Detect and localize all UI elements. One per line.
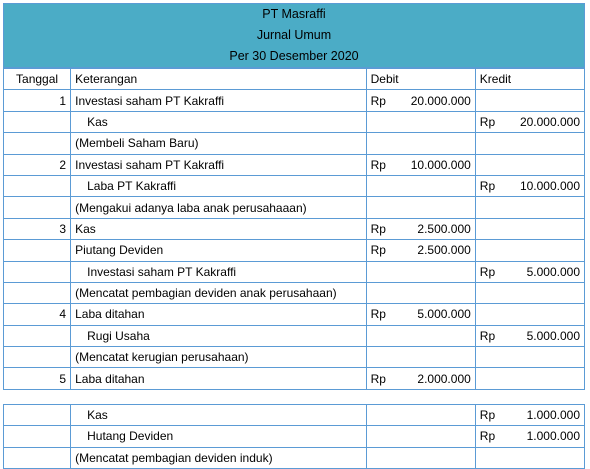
credit-amount-cell — [475, 197, 584, 218]
entry-description — [71, 426, 367, 447]
journal-row — [4, 426, 585, 447]
entry-number — [4, 404, 71, 425]
journal-row — [4, 218, 585, 239]
debit-amount-cell — [366, 90, 475, 111]
entry-number — [4, 325, 71, 346]
credit-amount-cell — [475, 261, 584, 282]
debit-amount — [371, 243, 471, 257]
debit-amount-cell — [366, 282, 475, 303]
entry-description-text: Laba PT Kakraffi — [87, 179, 177, 194]
credit-currency: Rp — [479, 408, 496, 423]
entry-description — [71, 133, 367, 154]
entry-number — [4, 240, 71, 261]
journal-row — [4, 404, 585, 425]
debit-value: 2.000.000 — [417, 371, 471, 386]
credit-amount-cell — [475, 325, 584, 346]
credit-amount-cell — [475, 404, 584, 425]
entry-description-text: Investasi saham PT Kakraffi — [75, 93, 225, 108]
credit-value: 1.000.000 — [526, 408, 580, 423]
col-desc-header: Keterangan — [71, 69, 367, 90]
entry-description-text: Kas — [87, 408, 108, 423]
debit-currency: Rp — [370, 221, 386, 236]
entry-description — [71, 304, 367, 325]
journal-row — [4, 175, 585, 196]
credit-amount-cell — [475, 240, 584, 261]
credit-amount-cell — [475, 426, 584, 447]
debit-currency: Rp — [370, 371, 386, 386]
debit-value: 2.500.000 — [417, 243, 471, 258]
entry-description-text: Kas — [87, 114, 108, 129]
debit-amount-cell — [366, 197, 475, 218]
entry-description-text: (Mencatat kerugian perusahaan) — [75, 350, 249, 365]
entry-description — [71, 218, 367, 239]
table-gap — [3, 390, 585, 404]
credit-value: 10.000.000 — [519, 179, 580, 194]
journal-table-continued — [3, 404, 585, 469]
debit-amount-cell — [366, 218, 475, 239]
entry-description-text: (Membeli Saham Baru) — [75, 136, 199, 151]
credit-amount — [480, 429, 580, 443]
journal-row — [4, 111, 585, 132]
entry-description — [71, 282, 367, 303]
entry-description-text: Investasi saham PT Kakraffi — [87, 264, 237, 279]
debit-amount — [371, 94, 471, 108]
entry-description — [71, 447, 367, 468]
entry-description-text: (Mencatat pembagian deviden induk) — [75, 450, 273, 465]
debit-value: 20.000.000 — [410, 93, 471, 108]
journal-row — [4, 261, 585, 282]
entry-description — [71, 90, 367, 111]
credit-value: 20.000.000 — [519, 114, 580, 129]
credit-amount-cell — [475, 175, 584, 196]
credit-amount-cell — [475, 133, 584, 154]
entry-description — [71, 197, 367, 218]
entry-number — [4, 197, 71, 218]
entry-description — [71, 261, 367, 282]
col-credit-header: Kredit — [475, 69, 584, 90]
journal-row — [4, 304, 585, 325]
debit-amount-cell — [366, 133, 475, 154]
credit-amount-cell — [475, 447, 584, 468]
debit-amount-cell — [366, 325, 475, 346]
debit-amount — [371, 307, 471, 321]
journal-row — [4, 133, 585, 154]
debit-currency: Rp — [370, 307, 386, 322]
credit-amount — [480, 115, 580, 129]
credit-value: 5.000.000 — [526, 328, 580, 343]
debit-amount-cell — [366, 304, 475, 325]
column-header-row — [4, 69, 585, 90]
debit-value: 5.000.000 — [417, 307, 471, 322]
credit-amount — [480, 265, 580, 279]
entry-description-text: (Mencatat pembagian deviden anak perusahaan) — [75, 286, 337, 301]
journal-row — [4, 197, 585, 218]
debit-amount-cell — [366, 175, 475, 196]
entry-number: 2 — [4, 154, 71, 175]
entry-description — [71, 368, 367, 389]
journal-row — [4, 347, 585, 368]
journal-sheet — [3, 3, 585, 469]
credit-amount-cell — [475, 304, 584, 325]
debit-currency: Rp — [370, 243, 386, 258]
credit-amount — [480, 179, 580, 193]
entry-description-text: Laba ditahan — [75, 371, 145, 386]
company-name: PT Masraffi — [262, 7, 326, 21]
entry-description-text: Kas — [75, 221, 96, 236]
entry-number: 4 — [4, 304, 71, 325]
entry-number: 5 — [4, 368, 71, 389]
journal-table — [3, 68, 585, 390]
credit-currency: Rp — [479, 264, 496, 279]
entry-number — [4, 447, 71, 468]
credit-amount-cell — [475, 347, 584, 368]
debit-amount-cell — [366, 111, 475, 132]
journal-row — [4, 90, 585, 111]
debit-amount — [371, 158, 471, 172]
credit-amount — [480, 408, 580, 422]
entry-number — [4, 133, 71, 154]
credit-amount-cell — [475, 218, 584, 239]
entry-number — [4, 347, 71, 368]
entry-number — [4, 111, 71, 132]
entry-number — [4, 426, 71, 447]
debit-amount-cell — [366, 404, 475, 425]
entry-number: 3 — [4, 218, 71, 239]
col-debit-header: Debit — [366, 69, 475, 90]
debit-amount — [371, 222, 471, 236]
journal-row — [4, 325, 585, 346]
debit-amount-cell — [366, 154, 475, 175]
entry-description — [71, 175, 367, 196]
journal-row — [4, 447, 585, 468]
journal-row — [4, 368, 585, 389]
entry-description-text: (Mengakui adanya laba anak perusahaaan) — [75, 200, 307, 215]
debit-amount-cell — [366, 447, 475, 468]
credit-amount-cell — [475, 154, 584, 175]
journal-period: Per 30 Desember 2020 — [229, 49, 359, 63]
credit-amount-cell — [475, 111, 584, 132]
entry-description — [71, 111, 367, 132]
debit-amount-cell — [366, 426, 475, 447]
entry-description — [71, 404, 367, 425]
debit-value: 2.500.000 — [417, 221, 471, 236]
credit-amount-cell — [475, 90, 584, 111]
entry-number — [4, 282, 71, 303]
debit-currency: Rp — [370, 93, 386, 108]
journal-row — [4, 154, 585, 175]
entry-description — [71, 154, 367, 175]
credit-amount-cell — [475, 282, 584, 303]
debit-amount-cell — [366, 368, 475, 389]
entry-description — [71, 240, 367, 261]
debit-amount-cell — [366, 347, 475, 368]
entry-description-text: Rugi Usaha — [87, 328, 150, 343]
debit-amount-cell — [366, 261, 475, 282]
entry-description — [71, 347, 367, 368]
entry-number: 1 — [4, 90, 71, 111]
credit-amount-cell — [475, 368, 584, 389]
credit-currency: Rp — [479, 179, 496, 194]
journal-row — [4, 240, 585, 261]
entry-description-text: Laba ditahan — [75, 307, 145, 322]
credit-value: 5.000.000 — [526, 264, 580, 279]
entry-number — [4, 175, 71, 196]
entry-description-text: Investasi saham PT Kakraffi — [75, 157, 225, 172]
debit-amount-cell — [366, 240, 475, 261]
entry-description-text: Hutang Deviden — [87, 429, 174, 444]
debit-amount — [371, 372, 471, 386]
credit-currency: Rp — [479, 114, 496, 129]
journal-row — [4, 282, 585, 303]
journal-title: Jurnal Umum — [256, 28, 332, 42]
entry-description — [71, 325, 367, 346]
credit-value: 1.000.000 — [526, 429, 580, 444]
col-date-header: Tanggal — [4, 69, 71, 90]
debit-value: 10.000.000 — [410, 157, 471, 172]
entry-description-text: Piutang Deviden — [75, 243, 164, 258]
entry-number — [4, 261, 71, 282]
journal-header — [3, 3, 585, 68]
credit-amount — [480, 329, 580, 343]
debit-currency: Rp — [370, 157, 386, 172]
credit-currency: Rp — [479, 328, 496, 343]
credit-currency: Rp — [479, 429, 496, 444]
